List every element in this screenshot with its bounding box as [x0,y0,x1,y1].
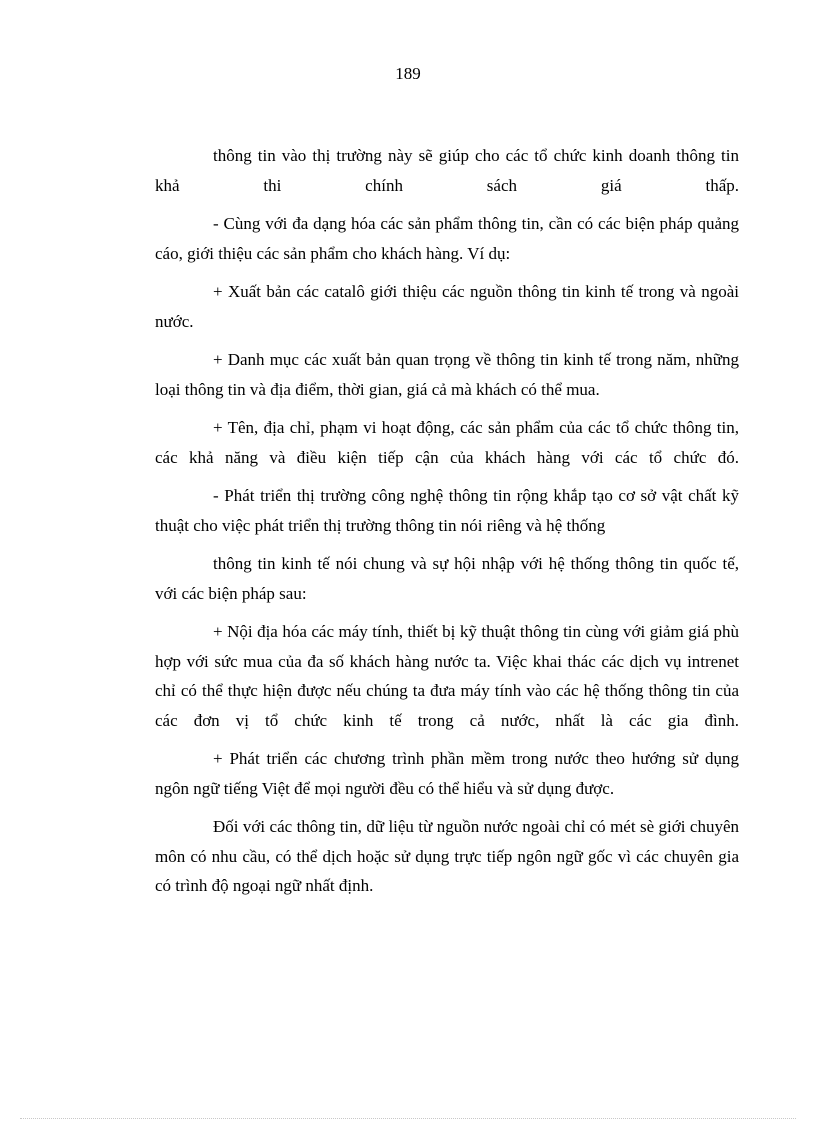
paragraph-10: Đối với các thông tin, dữ liệu từ nguồn nước ngoài chỉ có mét sè giới chuyên môn có nhu cầu, có thể dịch hoặc sử dụng trực tiếp ngôn ngữ gốc vì các chuyên gia có trình độ ngoại ngữ nhất định. [155,817,739,895]
paragraph-9: + Phát triển các chương trình phần mềm trong nước theo hướng sử dụng ngôn ngữ tiếng Việt để mọi người đều có thể hiểu và sử dụng được. [155,749,739,798]
paragraph-1: thông tin vào thị trường này sẽ giúp cho các tổ chức kinh doanh thông tin khả thi chính sách giá thấp. [155,146,739,195]
paragraph-2: - Cùng với đa dạng hóa các sản phẩm thông tin, cần có các biện pháp quảng cáo, giới thiệu các sản phẩm cho khách hàng. Ví dụ: [155,214,739,263]
paragraph-6: - Phát triển thị trường công nghệ thông tin rộng khắp tạo cơ sở vật chất kỹ thuật cho việc phát triển thị trường thông tin nói riêng và hệ thống [155,486,739,535]
document-body [155,141,739,910]
footer-divider [20,1118,796,1119]
paragraph-3: + Xuất bản các catalô giới thiệu các nguồn thông tin kinh tế trong và ngoài nước. [155,282,739,331]
page-number: 189 [395,64,421,83]
paragraph-5: + Tên, địa chỉ, phạm vi hoạt động, các sản phẩm của các tổ chức thông tin, các khả năng và điều kiện tiếp cận của khách hàng với các tổ chức đó. [155,418,739,467]
paragraph-4: + Danh mục các xuất bản quan trọng về thông tin kinh tế trong năm, những loại thông tin và địa điểm, thời gian, giá cả mà khách có thể mua. [155,350,739,399]
paragraph-8: + Nội địa hóa các máy tính, thiết bị kỹ thuật thông tin cùng với giảm giá phù hợp với sức mua của đa số khách hàng nước ta. Việc khai thác các dịch vụ intrenet chỉ có thể thực hiện được nếu chúng ta đưa máy tính vào các hệ thống thông tin của các đơn vị tổ chức kinh tế trong cả nước, nhất là các gia đình. [155,622,739,730]
paragraph-7: thông tin kinh tế nói chung và sự hội nhập với hệ thống thông tin quốc tế, với các biện pháp sau: [155,554,739,603]
